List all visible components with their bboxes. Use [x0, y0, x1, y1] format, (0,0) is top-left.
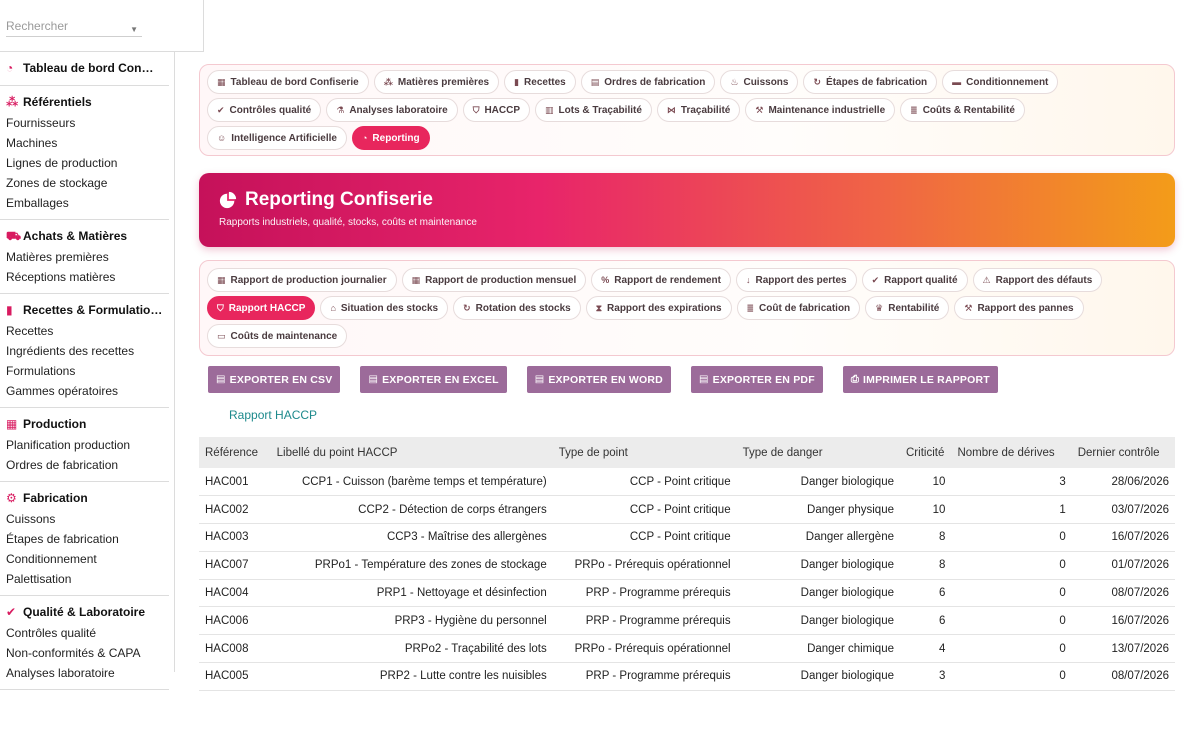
- report-tab-icon: ⚒: [964, 302, 973, 313]
- sidebar-item[interactable]: Réceptions matières: [6, 270, 116, 284]
- table-cell: PRPo - Prérequis opérationnel: [553, 551, 737, 579]
- haccp-table: [199, 437, 1175, 691]
- nav-group-label: Achats & Matières: [23, 229, 128, 243]
- table-cell: Danger allergène: [737, 524, 900, 552]
- table-body: [199, 468, 1175, 690]
- report-tab-icon: ⛉: [217, 302, 224, 313]
- nav-group: [0, 220, 169, 294]
- tab-icon: ▥: [545, 104, 554, 115]
- tab-label: Maintenance industrielle: [768, 104, 886, 116]
- table-cell: PRP3 - Hygiène du personnel: [271, 607, 553, 635]
- table-cell: 16/07/2026: [1072, 524, 1175, 552]
- report-tab-13[interactable]: [207, 324, 347, 348]
- tab-icon: ▦: [217, 76, 226, 87]
- sidebar-item[interactable]: Conditionnement: [6, 552, 97, 566]
- report-tab-label: Rapport HACCP: [228, 302, 306, 314]
- sidebar-item[interactable]: Ingrédients des recettes: [6, 344, 135, 358]
- table-cell: 6: [900, 607, 951, 635]
- tab-6[interactable]: [942, 70, 1058, 94]
- table-cell: 10: [900, 496, 951, 524]
- tab-icon: ☺: [217, 133, 227, 143]
- report-tab-label: Rapport de rendement: [614, 274, 721, 286]
- table-cell: PRPo1 - Température des zones de stockage: [271, 551, 553, 579]
- tab-label: Intelligence Artificielle: [231, 132, 337, 144]
- table-cell: HAC002: [199, 496, 271, 524]
- nav-group: [0, 52, 169, 86]
- tab-icon: ▤: [590, 76, 600, 87]
- nav-group-label: Qualité & Laboratoire: [23, 605, 146, 619]
- tab-15[interactable]: [352, 126, 430, 150]
- report-tab-label: Situation des stocks: [340, 302, 439, 314]
- page-subtitle: Rapports industriels, qualité, stocks, coûts et maintenance: [219, 217, 477, 228]
- report-tab-icon: ≣: [746, 302, 755, 313]
- nav-group-title[interactable]: [0, 601, 169, 623]
- table-cell: Danger biologique: [737, 579, 900, 607]
- nav-group-title[interactable]: [0, 413, 169, 435]
- sidebar-item[interactable]: Formulations: [6, 364, 76, 378]
- tab-icon: ⁂: [383, 76, 393, 87]
- table-cell: 10: [900, 468, 951, 496]
- table-row[interactable]: [199, 496, 1175, 524]
- sidebar-item[interactable]: Gammes opératoires: [6, 384, 119, 398]
- sidebar-item[interactable]: Emballages: [6, 196, 69, 210]
- truck-icon: ⛟: [6, 228, 22, 243]
- report-tab-label: Rapport de production mensuel: [425, 274, 577, 286]
- calendar-icon: ▦: [6, 416, 18, 431]
- action-button-label: EXPORTER EN EXCEL: [382, 373, 499, 386]
- table-row[interactable]: [199, 551, 1175, 579]
- table-row[interactable]: [199, 579, 1175, 607]
- page-title: [219, 189, 1155, 211]
- tab-5[interactable]: [803, 70, 937, 94]
- sidebar-item[interactable]: Planification production: [6, 438, 131, 452]
- action-button-2[interactable]: [527, 366, 671, 393]
- main-content: [199, 64, 1175, 691]
- table-cell: 0: [951, 607, 1071, 635]
- nav-group-title[interactable]: [0, 487, 169, 509]
- tab-label: Ordres de fabrication: [604, 76, 706, 88]
- nav-group-title[interactable]: [0, 57, 169, 79]
- sidebar-item[interactable]: Cuissons: [6, 512, 56, 526]
- column-header[interactable]: Type de point: [558, 446, 628, 459]
- table-row[interactable]: [199, 524, 1175, 552]
- column-header[interactable]: Nombre de dérives: [957, 446, 1055, 459]
- table-cell: PRP2 - Lutte contre les nuisibles: [271, 663, 553, 691]
- tab-1[interactable]: [374, 70, 499, 94]
- chevron-down-icon[interactable]: ▼: [130, 25, 138, 34]
- table-cell: HAC008: [199, 635, 271, 663]
- tab-icon: ◔: [361, 133, 368, 143]
- report-tab-icon: ↓: [745, 275, 751, 285]
- sidebar-nav: [0, 52, 175, 690]
- report-tab-icon: %: [601, 275, 610, 285]
- tab-label: Tableau de bord Confiserie: [230, 76, 359, 88]
- report-tab-icon: ⚠: [982, 274, 991, 285]
- report-tab-label: Coût de fabrication: [759, 302, 851, 314]
- report-tab-10[interactable]: [737, 296, 861, 320]
- table-cell: CCP3 - Maîtrise des allergènes: [271, 524, 553, 552]
- table-row[interactable]: [199, 607, 1175, 635]
- tab-label: HACCP: [484, 104, 521, 116]
- report-tab-3[interactable]: [736, 268, 857, 292]
- nav-group-label: Recettes & Formulatio…: [23, 303, 163, 317]
- sidebar-item[interactable]: Contrôles qualité: [6, 626, 97, 640]
- module-tabbar: [199, 64, 1175, 156]
- table-cell: Danger physique: [737, 496, 900, 524]
- sidebar-item[interactable]: Étapes de fabrication: [6, 532, 119, 546]
- search-area: [0, 0, 204, 52]
- tab-2[interactable]: [504, 70, 576, 94]
- tab-9[interactable]: [463, 98, 530, 122]
- column-header[interactable]: Type de danger: [742, 446, 823, 459]
- report-tab-label: Rapport qualité: [884, 274, 958, 286]
- tab-3[interactable]: [581, 70, 716, 94]
- report-tab-icon: ▦: [411, 274, 421, 285]
- sidebar-item[interactable]: Ordres de fabrication: [6, 458, 119, 472]
- report-tab-6[interactable]: [207, 296, 315, 320]
- tab-label: Lots & Traçabilité: [558, 104, 642, 116]
- report-tab-label: Rapport des expirations: [607, 302, 722, 314]
- page-title-text: Reporting Confiserie: [245, 189, 433, 210]
- tab-label: Reporting: [372, 132, 420, 144]
- table-cell: PRP - Programme prérequis: [553, 663, 737, 691]
- report-tab-icon: ✔: [871, 274, 880, 285]
- tab-13[interactable]: [900, 98, 1025, 122]
- tab-label: Analyses laboratoire: [349, 104, 448, 116]
- sidebar-item[interactable]: Analyses laboratoire: [6, 666, 115, 680]
- table-cell: HAC001: [199, 468, 271, 496]
- print-icon: ⎙: [850, 374, 860, 385]
- report-tab-label: Rapport des pannes: [977, 302, 1074, 314]
- tab-label: Matières premières: [397, 76, 490, 88]
- file-icon: ▤: [698, 374, 709, 385]
- report-tab-icon: ⌂: [330, 303, 336, 313]
- tab-7[interactable]: [207, 98, 321, 122]
- action-button-1[interactable]: [360, 366, 506, 393]
- table-cell: 0: [951, 551, 1071, 579]
- table-header-row: [199, 437, 1175, 468]
- report-tab-5[interactable]: [973, 268, 1103, 292]
- table-cell: HAC007: [199, 551, 271, 579]
- column-header[interactable]: Criticité: [906, 446, 945, 459]
- tab-label: Étapes de fabrication: [826, 76, 928, 88]
- tab-label: Traçabilité: [680, 104, 731, 116]
- book-icon: ▮: [6, 302, 13, 317]
- tab-icon: ✔: [217, 104, 225, 115]
- action-button-4[interactable]: [843, 366, 998, 393]
- column-header[interactable]: Libellé du point HACCP: [276, 446, 398, 459]
- tab-icon: ⋈: [666, 104, 676, 115]
- report-tab-9[interactable]: [586, 296, 732, 320]
- table-cell: Danger biologique: [737, 607, 900, 635]
- page-header: [199, 173, 1175, 247]
- table-row[interactable]: [199, 635, 1175, 663]
- table-cell: 3: [900, 663, 951, 691]
- table-cell: HAC004: [199, 579, 271, 607]
- sidebar-item[interactable]: Machines: [6, 136, 58, 150]
- tab-4[interactable]: [720, 70, 798, 94]
- sidebar: [0, 0, 175, 680]
- table-cell: 13/07/2026: [1072, 635, 1175, 663]
- report-tab-label: Coûts de maintenance: [230, 330, 338, 342]
- tab-12[interactable]: [745, 98, 895, 122]
- nav-group: [0, 596, 169, 690]
- tab-label: Conditionnement: [966, 76, 1049, 88]
- table-cell: 03/07/2026: [1072, 496, 1175, 524]
- table-cell: HAC006: [199, 607, 271, 635]
- table-cell: Danger biologique: [737, 551, 900, 579]
- report-tab-7[interactable]: [320, 296, 448, 320]
- tab-14[interactable]: [207, 126, 347, 150]
- tab-label: Coûts & Rentabilité: [922, 104, 1015, 116]
- table-cell: PRPo2 - Traçabilité des lots: [271, 635, 553, 663]
- dashboard-icon: ◔: [6, 60, 14, 75]
- action-button-label: EXPORTER EN PDF: [712, 373, 815, 386]
- table-row[interactable]: [199, 468, 1175, 496]
- table-cell: 0: [951, 635, 1071, 663]
- tab-label: Cuissons: [743, 76, 789, 88]
- file-icon: ▤: [216, 374, 226, 385]
- table-cell: 16/07/2026: [1072, 607, 1175, 635]
- nav-group-label: Production: [23, 417, 87, 431]
- nav-group: [0, 408, 169, 482]
- table-cell: 01/07/2026: [1072, 551, 1175, 579]
- tab-icon: ▬: [952, 77, 962, 87]
- report-tab-0[interactable]: [207, 268, 397, 292]
- nav-group-label: Tableau de bord Con…: [23, 61, 154, 75]
- table-cell: Danger chimique: [737, 635, 900, 663]
- report-tab-11[interactable]: [865, 296, 949, 320]
- report-tab-8[interactable]: [453, 296, 581, 320]
- tab-icon: ⚗: [336, 104, 345, 115]
- nav-group: [0, 294, 169, 408]
- table-cell: PRP - Programme prérequis: [553, 579, 737, 607]
- tab-icon: ♨: [730, 76, 739, 87]
- report-tab-2[interactable]: [591, 268, 731, 292]
- tab-icon: ⛉: [472, 104, 480, 115]
- tab-10[interactable]: [535, 98, 652, 122]
- column-header[interactable]: Dernier contrôle: [1077, 446, 1160, 459]
- report-tab-1[interactable]: [402, 268, 587, 292]
- table-cell: 0: [951, 524, 1071, 552]
- report-tab-icon: ♛: [875, 302, 884, 313]
- table-cell: 8: [900, 524, 951, 552]
- report-tab-4[interactable]: [862, 268, 968, 292]
- tab-icon: ↻: [813, 76, 822, 87]
- report-tabbar: [199, 260, 1175, 356]
- report-tab-label: Rapport de production journalier: [230, 274, 387, 286]
- table-cell: PRP1 - Nettoyage et désinfection: [271, 579, 553, 607]
- report-tab-label: Rapport des défauts: [995, 274, 1093, 286]
- file-icon: ▤: [534, 374, 545, 385]
- sidebar-item[interactable]: Lignes de production: [6, 156, 118, 170]
- nav-group-label: Référentiels: [23, 95, 92, 109]
- tab-icon: ⚒: [755, 104, 764, 115]
- table-cell: 3: [951, 468, 1071, 496]
- report-tab-icon: ⧗: [595, 302, 603, 313]
- nav-group-title[interactable]: [0, 299, 169, 321]
- table-cell: HAC005: [199, 663, 271, 691]
- tab-label: Contrôles qualité: [229, 104, 312, 116]
- tab-0[interactable]: [207, 70, 369, 94]
- table-cell: CCP - Point critique: [553, 468, 737, 496]
- nav-group-title[interactable]: [0, 91, 169, 113]
- action-button-label: IMPRIMER LE RAPPORT: [863, 373, 990, 386]
- table-cell: Danger biologique: [737, 663, 900, 691]
- sidebar-item[interactable]: Palettisation: [6, 572, 72, 586]
- report-tab-icon: ▦: [217, 274, 226, 285]
- sidebar-item[interactable]: Matières premières: [6, 250, 109, 264]
- report-tab-icon: ▭: [217, 330, 226, 341]
- export-toolbar: [199, 366, 1175, 393]
- column-header[interactable]: Référence: [205, 446, 259, 459]
- table-cell: HAC003: [199, 524, 271, 552]
- gears-icon: ⚙: [6, 490, 17, 505]
- nav-group-label: Fabrication: [23, 491, 88, 505]
- report-tab-label: Rentabilité: [888, 302, 940, 314]
- search-input[interactable]: [6, 17, 142, 37]
- tab-label: Recettes: [524, 76, 566, 88]
- tab-11[interactable]: [657, 98, 740, 122]
- table-cell: 1: [951, 496, 1071, 524]
- nav-group: [0, 86, 169, 220]
- table-cell: 4: [900, 635, 951, 663]
- table-cell: 6: [900, 579, 951, 607]
- action-button-label: EXPORTER EN WORD: [548, 373, 663, 386]
- report-tab-label: Rapport des pertes: [755, 274, 847, 286]
- report-tab-12[interactable]: [954, 296, 1083, 320]
- sitemap-icon: ⁂: [6, 94, 19, 109]
- nav-group-title[interactable]: [0, 225, 169, 247]
- report-tab-label: Rotation des stocks: [475, 302, 571, 314]
- table-cell: CCP2 - Détection de corps étrangers: [271, 496, 553, 524]
- action-button-0[interactable]: [208, 366, 340, 393]
- nav-group: [0, 482, 169, 596]
- pie-chart-icon: [219, 191, 237, 209]
- table-cell: CCP - Point critique: [553, 524, 737, 552]
- table-cell: 0: [951, 579, 1071, 607]
- table-cell: Danger biologique: [737, 468, 900, 496]
- table-cell: CCP1 - Cuisson (barème temps et température): [271, 468, 553, 496]
- report-tab-icon: ↻: [463, 302, 471, 313]
- table-cell: PRP - Programme prérequis: [553, 607, 737, 635]
- tab-8[interactable]: [326, 98, 457, 122]
- sidebar-item[interactable]: Non-conformités & CAPA: [6, 646, 141, 660]
- tab-icon: ▮: [514, 76, 520, 87]
- sidebar-item[interactable]: Zones de stockage: [6, 176, 108, 190]
- table-cell: 08/07/2026: [1072, 663, 1175, 691]
- table-cell: PRPo - Prérequis opérationnel: [553, 635, 737, 663]
- action-button-label: EXPORTER EN CSV: [229, 373, 333, 386]
- report-title: Rapport HACCP: [229, 408, 318, 422]
- table-cell: 28/06/2026: [1072, 468, 1175, 496]
- file-icon: ▤: [368, 374, 379, 385]
- search-placeholder: Rechercher: [6, 19, 69, 33]
- table-cell: 08/07/2026: [1072, 579, 1175, 607]
- table-cell: 0: [951, 663, 1071, 691]
- sidebar-item[interactable]: Fournisseurs: [6, 116, 76, 130]
- table-cell: CCP - Point critique: [553, 496, 737, 524]
- table-row[interactable]: [199, 663, 1175, 691]
- sidebar-item[interactable]: Recettes: [6, 324, 54, 338]
- check-circle-icon: ✔: [6, 604, 17, 619]
- action-button-3[interactable]: [691, 366, 823, 393]
- table-cell: 8: [900, 551, 951, 579]
- tab-icon: ≣: [910, 104, 918, 115]
